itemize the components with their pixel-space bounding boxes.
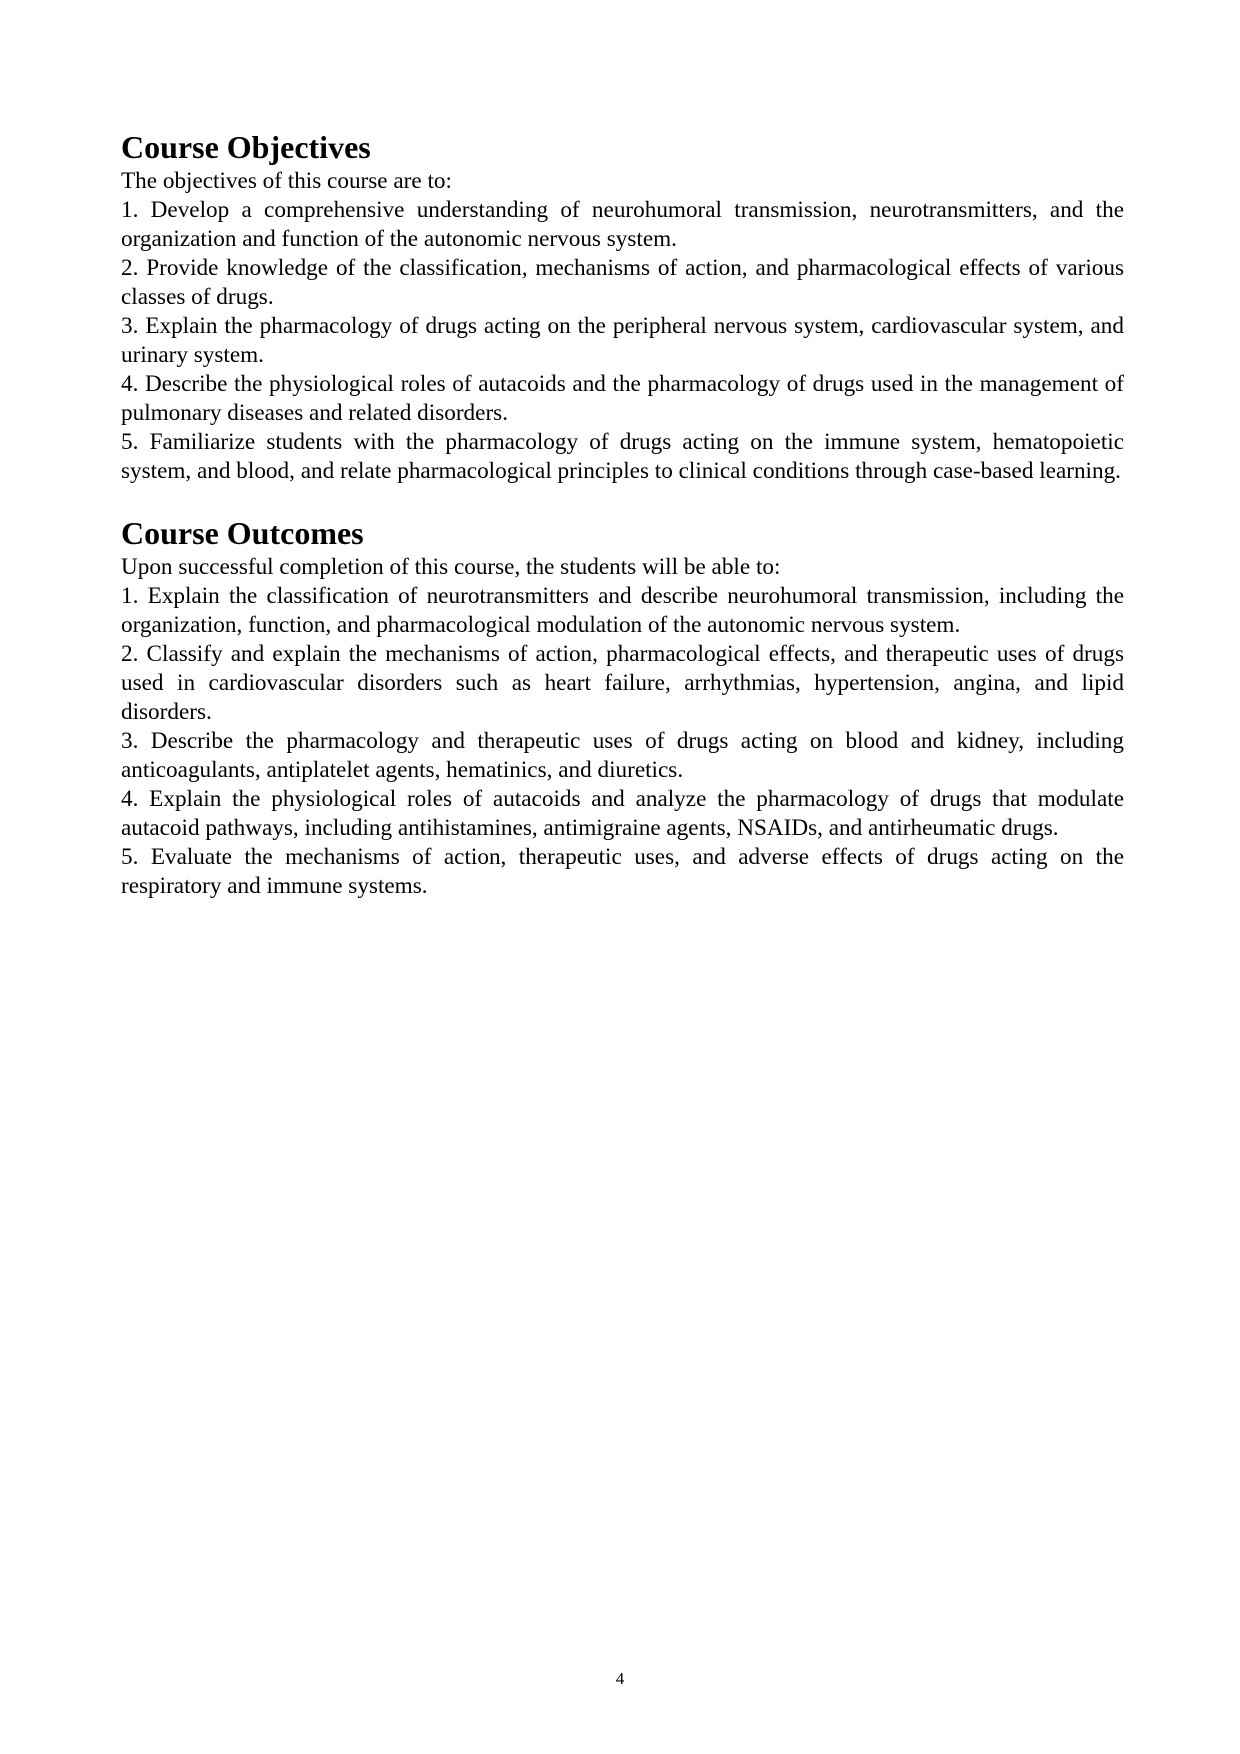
page-content xyxy=(121,127,1124,901)
course-objectives-list xyxy=(121,196,1124,486)
outcome-item: 3. Describe the pharmacology and therapeutic uses of drugs acting on blood and kidney, including anticoagulants, antiplatelet agents, hematinics, and diuretics. xyxy=(121,728,1124,783)
objective-item: 2. Provide knowledge of the classification, mechanisms of action, and pharmacological effects of various classes of drugs. xyxy=(121,255,1124,310)
course-objectives-intro: The objectives of this course are to: xyxy=(121,168,452,194)
outcome-item: 4. Explain the physiological roles of autacoids and analyze the pharmacology of drugs that modulate autacoid pathways, including antihistamines, antimigraine agents, NSAIDs, and antirheumatic drugs. xyxy=(121,786,1124,841)
course-outcomes-section xyxy=(121,513,1124,901)
objective-item: 5. Familiarize students with the pharmacology of drugs acting on the immune system, hematopoietic system, and blood, and relate pharmacological principles to clinical conditions through case-based learning. xyxy=(121,429,1124,484)
objective-item: 4. Describe the physiological roles of autacoids and the pharmacology of drugs used in the management of pulmonary diseases and related disorders. xyxy=(121,371,1124,426)
course-objectives-section xyxy=(121,127,1124,486)
course-outcomes-list xyxy=(121,582,1124,901)
objective-item: 1. Develop a comprehensive understanding of neurohumoral transmission, neurotransmitters, and the organization and function of the autonomic nervous system. xyxy=(121,197,1124,252)
course-outcomes-heading: Course Outcomes xyxy=(121,515,364,551)
objective-item: 3. Explain the pharmacology of drugs acting on the peripheral nervous system, cardiovascular system, and urinary system. xyxy=(121,313,1124,368)
outcome-item: 1. Explain the classification of neurotransmitters and describe neurohumoral transmission, including the organization, function, and pharmacological modulation of the autonomic nervous system. xyxy=(121,583,1124,638)
course-objectives-heading: Course Objectives xyxy=(121,129,371,165)
course-outcomes-intro: Upon successful completion of this course, the students will be able to: xyxy=(121,554,781,580)
page-number: 4 xyxy=(615,1669,625,1688)
outcome-item: 2. Classify and explain the mechanisms of action, pharmacological effects, and therapeutic uses of drugs used in cardiovascular disorders such as heart failure, arrhythmias, hypertension, angina, and lipid disorders. xyxy=(121,641,1124,725)
outcome-item: 5. Evaluate the mechanisms of action, therapeutic uses, and adverse effects of drugs acting on the respiratory and immune systems. xyxy=(121,844,1124,899)
